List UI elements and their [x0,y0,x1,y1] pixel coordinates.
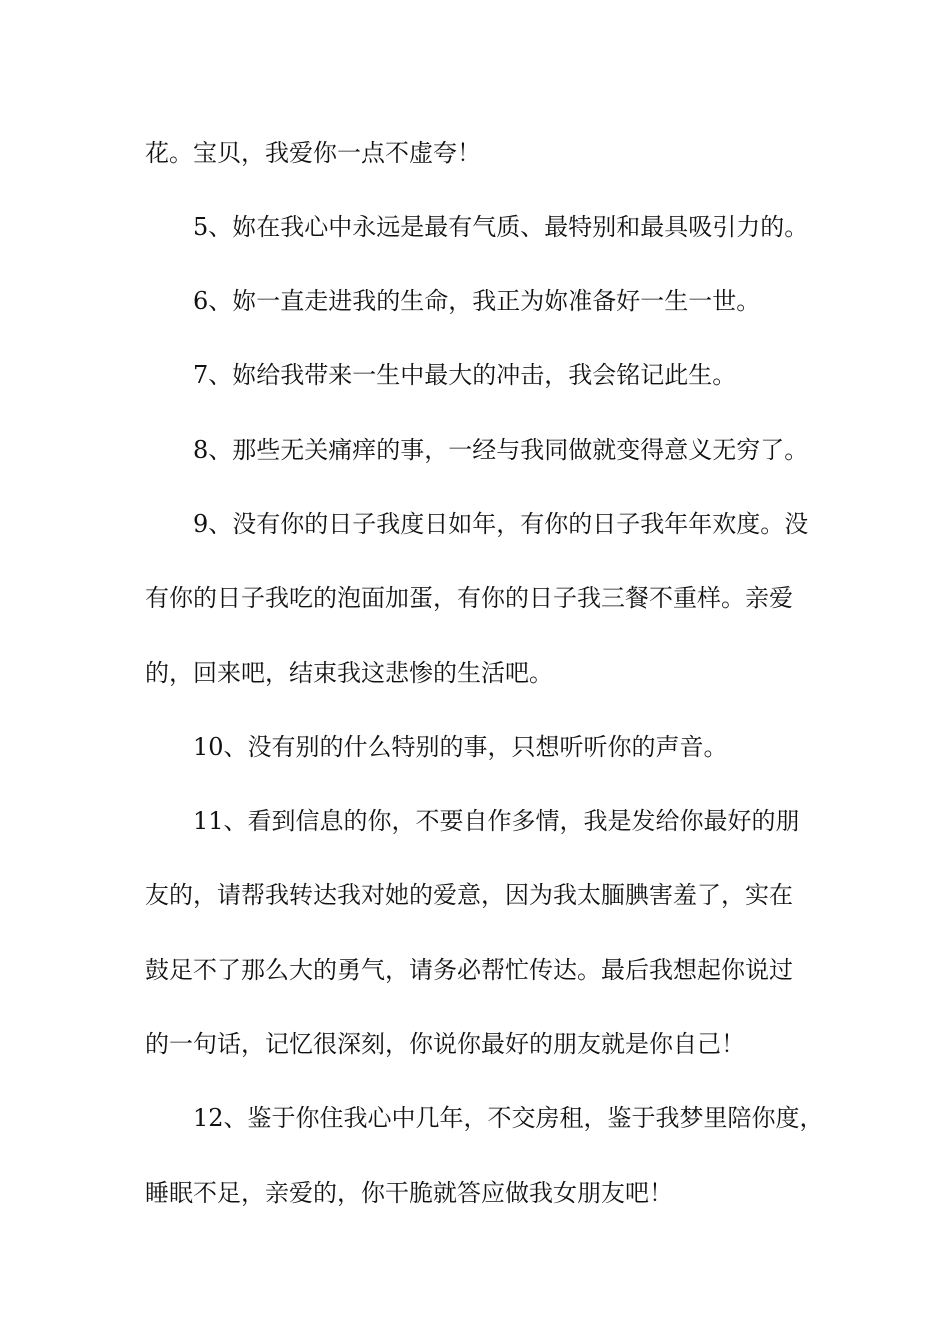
paragraph-12-line-1: 12、鉴于你住我心中几年，不交房租，鉴于我梦里陪你度， [193,1104,824,1132]
paragraph-9-line-1: 9、没有你的日子我度日如年，有你的日子我年年欢度。没 [193,510,809,538]
paragraph-6: 6、妳一直走进我的生命，我正为妳准备好一生一世。 [193,287,761,315]
paragraph-9-line-3: 的，回来吧，结束我这悲惨的生活吧。 [145,659,553,687]
paragraph-8: 8、那些无关痛痒的事，一经与我同做就变得意义无穷了。 [193,436,809,464]
paragraph-4-end: 花。宝贝，我爱你一点不虚夸！ [145,139,481,167]
paragraph-7: 7、妳给我带来一生中最大的冲击，我会铭记此生。 [193,361,737,389]
paragraph-5: 5、妳在我心中永远是最有气质、最特别和最具吸引力的。 [193,213,809,241]
paragraph-10: 10、没有别的什么特别的事，只想听听你的声音。 [193,733,728,761]
paragraph-11-line-2: 友的，请帮我转达我对她的爱意，因为我太腼腆害羞了，实在 [145,881,793,909]
paragraph-11-line-3: 鼓足不了那么大的勇气，请务必帮忙传达。最后我想起你说过 [145,956,793,984]
paragraph-11-line-4: 的一句话，记忆很深刻，你说你最好的朋友就是你自己！ [145,1030,745,1058]
paragraph-9-line-2: 有你的日子我吃的泡面加蛋，有你的日子我三餐不重样。亲爱 [145,584,793,612]
paragraph-12-line-2: 睡眠不足，亲爱的，你干脆就答应做我女朋友吧！ [145,1179,673,1207]
paragraph-11-line-1: 11、看到信息的你，不要自作多情，我是发给你最好的朋 [193,807,800,835]
